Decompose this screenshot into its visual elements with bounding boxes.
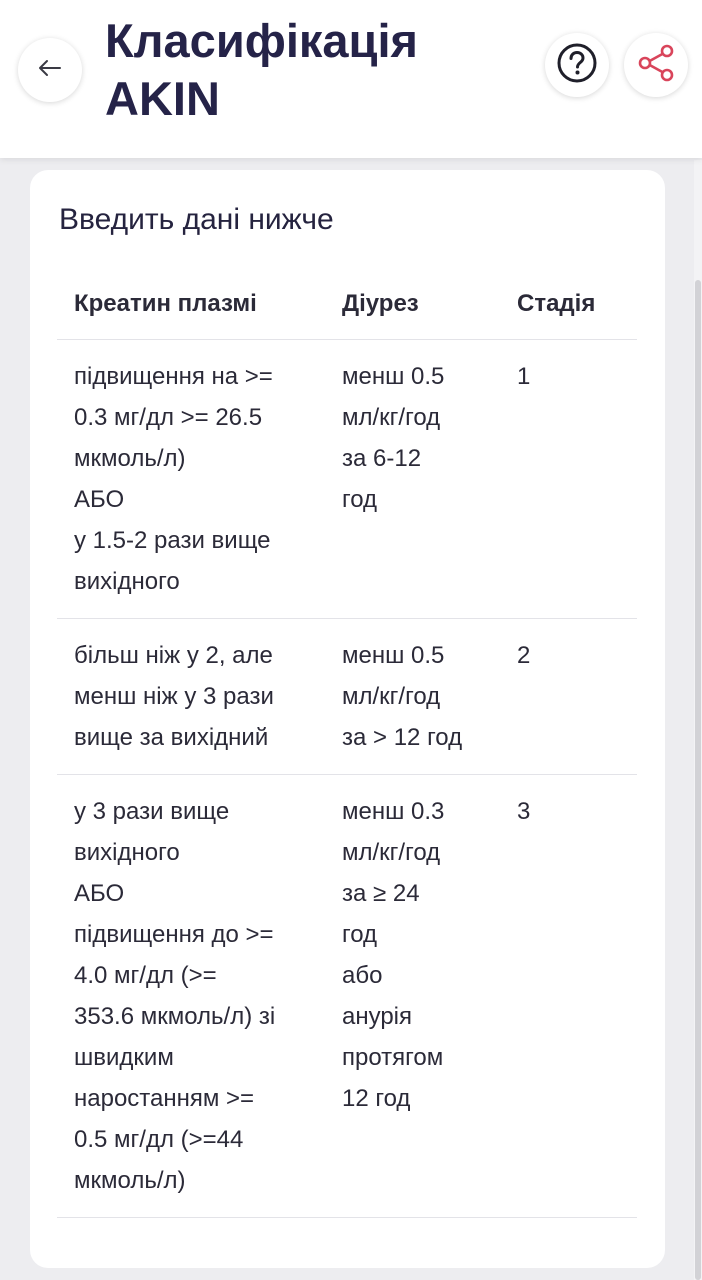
diuresis-cell: менш 0.5 мл/кг/год за 6-12 год: [342, 340, 517, 619]
page-title: Класифікація AKIN: [105, 14, 418, 125]
table-row: [57, 619, 637, 775]
app-header: [0, 0, 702, 158]
creatinine-cell: більш ніж у 2, але менш ніж у 3 рази вище за вихідний: [57, 619, 342, 775]
help-button[interactable]: [545, 33, 609, 97]
question-circle-icon: [555, 41, 599, 90]
diuresis-cell: менш 0.5 мл/кг/год за > 12 год: [342, 619, 517, 775]
arrow-left-icon: [35, 53, 65, 88]
share-icon: [634, 41, 678, 90]
diuresis-cell: менш 0.3 мл/кг/год за ≥ 24 год або анурія протягом 12 год: [342, 775, 517, 1218]
stage-cell: 2: [517, 619, 637, 775]
card-title: Введить дані нижче: [59, 203, 334, 236]
share-button[interactable]: [624, 33, 688, 97]
stage-cell: 1: [517, 340, 637, 619]
table-header-row: [57, 280, 637, 340]
table-row: [57, 340, 637, 619]
creatinine-cell: підвищення на >= 0.3 мг/дл >= 26.5 мкмоль/л) АБО у 1.5-2 рази вище вихідного: [57, 340, 342, 619]
scrollbar-thumb[interactable]: [695, 280, 701, 1280]
creatinine-cell: у 3 рази вище вихідного АБО підвищення до >= 4.0 мг/дл (>= 353.6 мкмоль/л) зі швидким наростанням >= 0.5 мг/дл (>=44 мкмоль/л): [57, 775, 342, 1218]
table-row: [57, 775, 637, 1218]
stage-cell: 3: [517, 775, 637, 1218]
classification-card: [30, 170, 665, 1268]
column-header-stage: Стадія: [517, 280, 637, 340]
akin-table: [57, 280, 637, 1218]
back-button[interactable]: [18, 38, 82, 102]
column-header-creatinine: Креатин плазмі: [57, 280, 342, 340]
column-header-diuresis: Діурез: [342, 280, 517, 340]
